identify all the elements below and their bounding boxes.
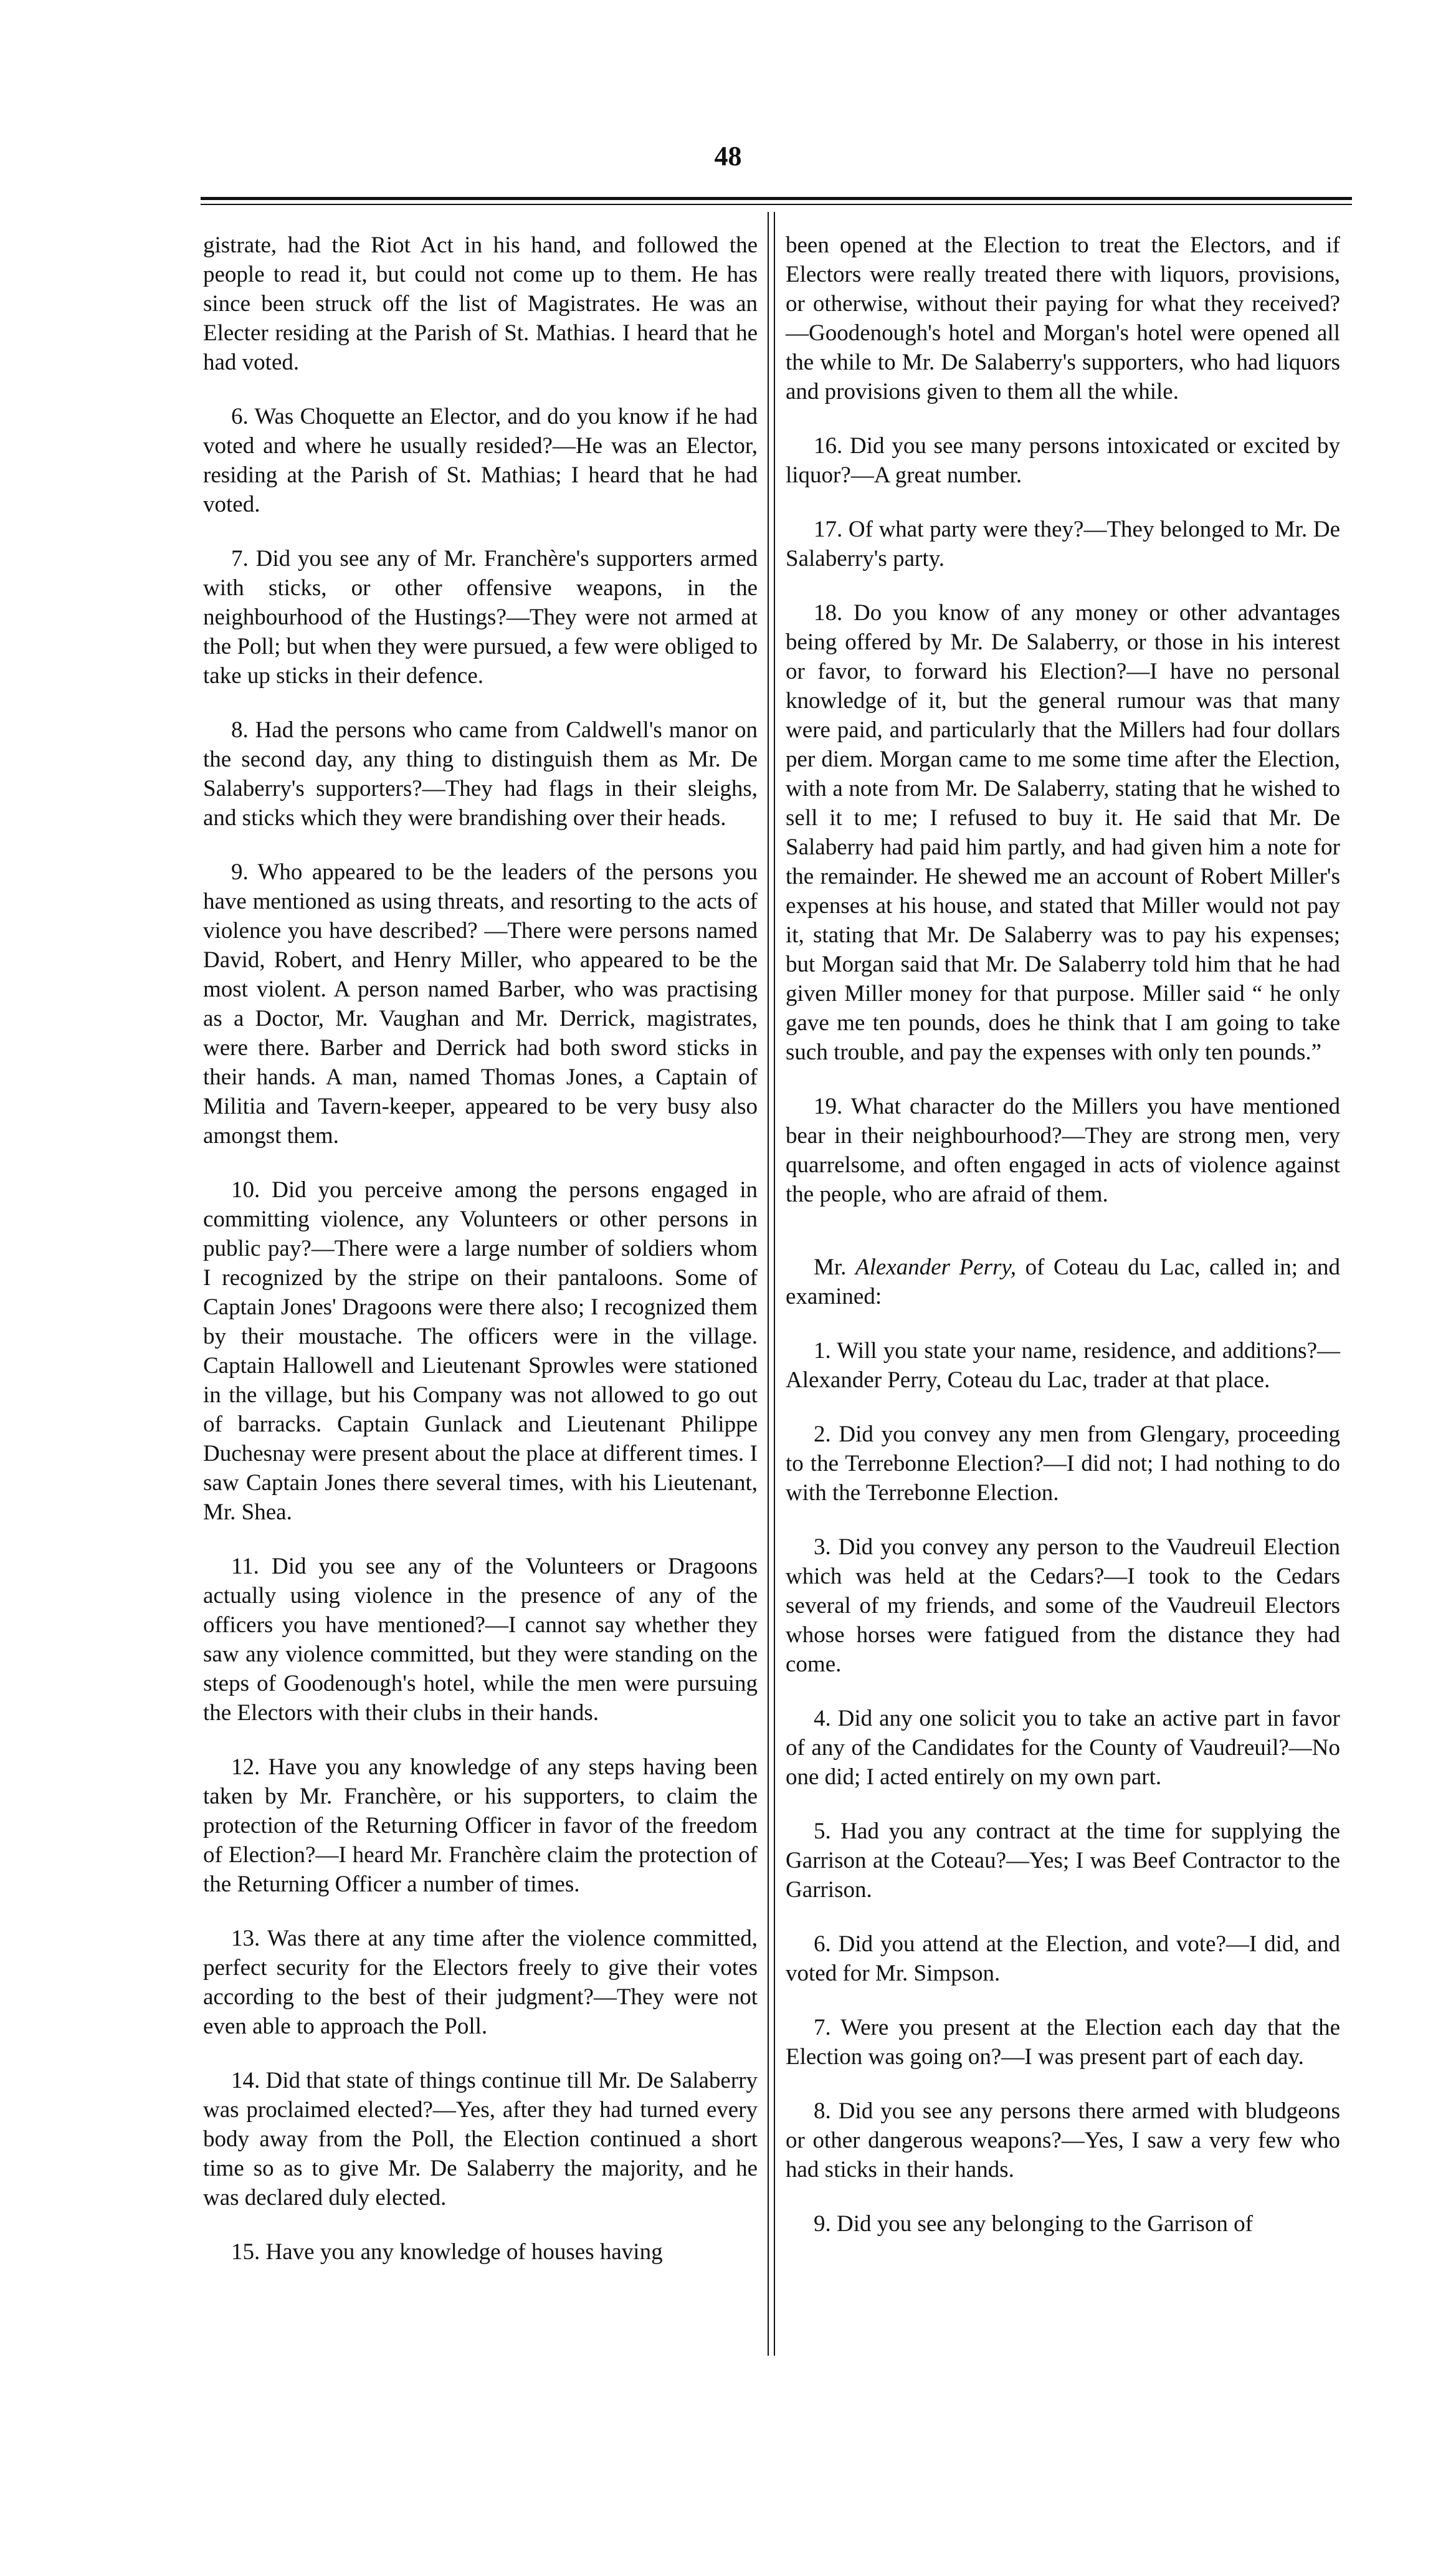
perry-question-6: 6. Did you attend at the Election, and vote?—I did, and voted for Mr. Simpson. xyxy=(786,1931,1340,1986)
right-column xyxy=(786,231,1340,2263)
page-number: 48 xyxy=(714,141,742,171)
question-10: 10. Did you perceive among the persons engaged in committing violence, any Volunteers or other persons in public pay?—There were a large number of soldiers whom I recognized by the stripe on their pantaloons. Some of Captain Jones' Dragoons were there also; I recognized them by their moustache. The officers were in the village. Captain Hallowell and Lieutenant Sprowles were stationed in the village, but his Company was not allowed to go out of barracks. Captain Gunlack and Lieutenant Philippe Duchesnay were present about the place at different times. I saw Captain Jones there several times, with his Lieutenant, Mr. Shea. xyxy=(203,1177,758,1525)
paragraph-continued: been opened at the Election to treat the Electors, and if Electors were really treated there with liquors, provisions, or otherwise, without their paying for what they received?—Goodenough's hotel and Morgan's hotel were opened all the while to Mr. De Salaberry's supporters, who had liquors and provisions given to them all the while. xyxy=(786,232,1340,404)
perry-question-9: 9. Did you see any belonging to the Garrison of xyxy=(814,2211,1253,2237)
question-13: 13. Was there at any time after the violence committed, perfect security for the Electors freely to give their votes according to the best of their judgment?—They were not even able to approach the Poll. xyxy=(203,1926,758,2039)
perry-question-3: 3. Did you convey any person to the Vaudreuil Election which was held at the Cedars?—I took to the Cedars several of my friends, and some of the Vaudreuil Electors whose horses were fatigued from the distance they had come. xyxy=(786,1534,1340,1677)
witness-name: Alexander Perry, xyxy=(855,1255,1017,1280)
question-14: 14. Did that state of things continue till Mr. De Salaberry was proclaimed elected?—Yes, after they had turned every body away from the Poll, the Election continued a short time so as to give Mr. De Salaberry the majority, and he was declared duly elected. xyxy=(203,2068,758,2211)
header-rule-thin xyxy=(201,204,1352,205)
perry-question-1: 1. Will you state your name, residence, and additions?—Alexander Perry, Coteau du Lac, trader at that place. xyxy=(786,1338,1340,1393)
question-17: 17. Of what party were they?—They belonged to Mr. De Salaberry's party. xyxy=(786,517,1340,571)
question-15: 15. Have you any knowledge of houses having xyxy=(231,2239,663,2265)
perry-question-7: 7. Were you present at the Election each day that the Election was going on?—I was present part of each day. xyxy=(786,2015,1340,2070)
question-8: 8. Had the persons who came from Caldwell's manor on the second day, any thing to distinguish them as Mr. De Salaberry's supporters?—They had flags in their sleighs, and sticks which they were brandishing over their heads. xyxy=(203,717,758,831)
witness-prefix: Mr. xyxy=(814,1255,847,1280)
question-9: 9. Who appeared to be the leaders of the persons you have mentioned as using threats, and resorting to the acts of violence you have described? —There were persons named David, Robert, and Henry Miller, who appeared to be the most violent. A person named Barber, who was practising as a Doctor, Mr. Vaughan and Mr. Derrick, magistrates, were there. Barber and Derrick had both sword sticks in their hands. A man, named Thomas Jones, a Captain of Militia and Tavern-keeper, appeared to be very busy also amongst them. xyxy=(203,859,758,1149)
question-7: 7. Did you see any of Mr. Franchère's supporters armed with sticks, or other offensive weapons, in the neighbourhood of the Hustings?—They were not armed at the Poll; but when they were pursued, a few were obliged to take up sticks in their defence. xyxy=(203,546,758,689)
witness-suffix: of Coteau du Lac, called in; and examined: xyxy=(786,1255,1340,1309)
perry-question-5: 5. Had you any contract at the time for supplying the Garrison at the Coteau?—Yes; I was Beef Contractor to the Garrison. xyxy=(786,1819,1340,1903)
paragraph-continued: gistrate, had the Riot Act in his hand, and followed the people to read it, but could not come up to them. He has since been struck off the list of Magistrates. He was an Electer residing at the Parish of St. Mathias. I heard that he had voted. xyxy=(203,232,758,375)
column-divider-right xyxy=(774,212,775,2356)
question-11: 11. Did you see any of the Volunteers or Dragoons actually using violence in the presence of any of the officers you have mentioned?—I cannot say whether they saw any violence committed, but they were standing on the steps of Goodenough's hotel, while the men were pursuing the Electors with their clubs in their hands. xyxy=(203,1554,758,1726)
perry-question-8: 8. Did you see any persons there armed with bludgeons or other dangerous weapons?—Yes, I saw a very few who had sticks in their hands. xyxy=(786,2098,1340,2182)
perry-question-4: 4. Did any one solicit you to take an active part in favor of any of the Candidates for the County of Vaudreuil?—No one did; I acted entirely on my own part. xyxy=(786,1706,1340,1790)
witness-introduction xyxy=(786,1253,1340,1311)
question-12: 12. Have you any knowledge of any steps having been taken by Mr. Franchère, or his supporters, to claim the protection of the Returning Officer in favor of the freedom of Election?—I heard Mr. Franchère claim the protection of the Returning Officer a number of times. xyxy=(203,1754,758,1897)
perry-question-2: 2. Did you convey any men from Glengary, proceeding to the Terrebonne Election?—I did not; I had nothing to do with the Terrebonne Election. xyxy=(786,1422,1340,1506)
column-divider-left xyxy=(768,212,769,2356)
question-19: 19. What character do the Millers you have mentioned bear in their neighbourhood?—They are strong men, very quarrelsome, and often engaged in acts of violence against the people, who are afraid of them. xyxy=(786,1094,1340,1207)
question-18: 18. Do you know of any money or other advantages being offered by Mr. De Salaberry, or those in his interest or favor, to forward his Election?—I have no personal knowledge of it, but the general rumour was that many were paid, and particularly that the Millers had four dollars per diem. Morgan came to me some time after the Election, with a note from Mr. De Salaberry, stating that he wished to sell it to me; I refused to buy it. He said that Mr. De Salaberry had paid him partly, and had given him a note for the remainder. He shewed me an account of Robert Miller's expenses at his house, and stated that Miller would not pay it, stating that Mr. De Salaberry was to pay his expenses; but Morgan said that Mr. De Salaberry told him that he had given Miller money for that purpose. Miller said “ he only gave me ten pounds, does he think that I am going to take such trouble, and pay the expenses with only ten pounds.” xyxy=(786,600,1340,1065)
left-column xyxy=(203,231,758,2292)
question-16: 16. Did you see many persons intoxicated or excited by liquor?—A great number. xyxy=(786,433,1340,488)
header-rule-thick xyxy=(201,197,1352,200)
question-6: 6. Was Choquette an Elector, and do you know if he had voted and where he usually resided?—He was an Elector, residing at the Parish of St. Mathias; I heard that he had voted. xyxy=(203,404,758,517)
